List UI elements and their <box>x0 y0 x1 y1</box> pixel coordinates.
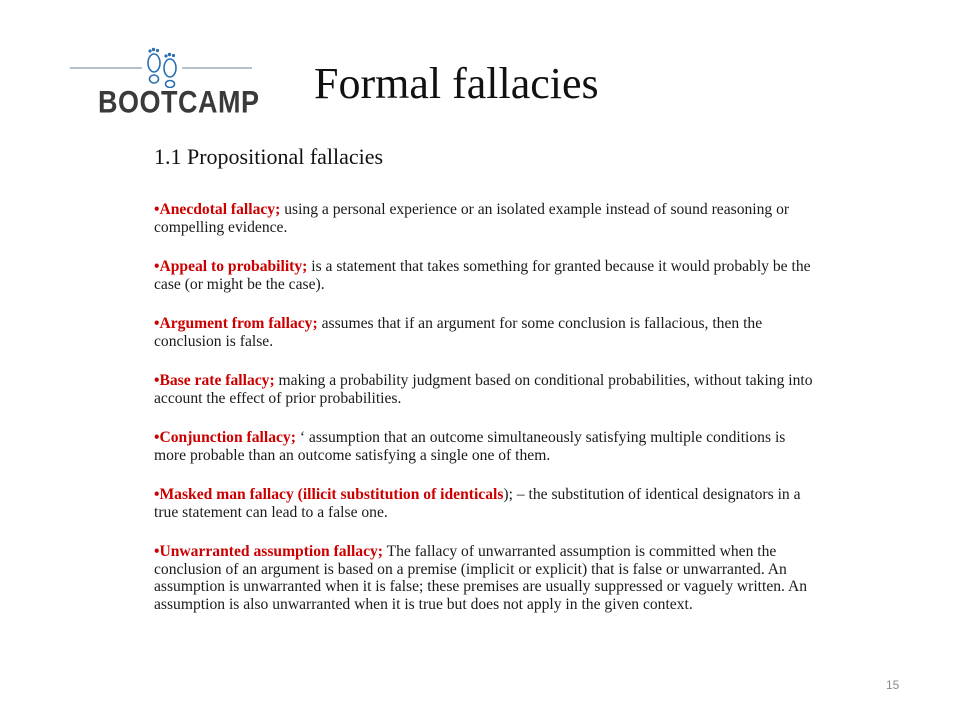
bullet: • <box>154 258 160 275</box>
fallacy-term: Base rate fallacy; <box>159 372 275 389</box>
fallacy-term: Appeal to probability; <box>159 258 308 275</box>
fallacy-item-argument-from-fallacy <box>154 315 814 350</box>
fallacy-description: using a personal experience or an isolated example instead of sound reasoning or compelling evidence. <box>154 201 790 236</box>
fallacy-item-unwarranted-assumption <box>154 543 814 613</box>
fallacy-term: Anecdotal fallacy; <box>159 201 281 218</box>
fallacy-description: is a statement that takes something for granted because it would probably be the case (or might be the case). <box>154 258 811 293</box>
bullet: • <box>154 486 160 503</box>
fallacy-description: making a probability judgment based on conditional probabilities, without taking into account the effect of prior probabilities. <box>154 372 813 407</box>
bullet: • <box>154 372 160 389</box>
fallacy-item-base-rate <box>154 372 814 407</box>
bootcamp-logo <box>70 46 260 122</box>
page-number: 15 <box>886 678 900 692</box>
fallacy-list <box>154 201 814 635</box>
slide-subtitle: 1.1 Propositional fallacies <box>154 144 384 169</box>
fallacy-term: Unwarranted assumption fallacy; <box>159 543 383 560</box>
fallacy-term: Conjunction fallacy; <box>159 429 296 446</box>
bullet: • <box>154 201 160 218</box>
fallacy-term: Argument from fallacy; <box>159 315 318 332</box>
fallacy-description: ‘ assumption that an outcome simultaneously satisfying multiple conditions is more probable than an outcome satisfying a single one of them. <box>154 429 786 464</box>
bullet: • <box>154 315 160 332</box>
fallacy-item-masked-man <box>154 486 814 521</box>
fallacy-description: ); – the substitution of identical designators in a true statement can lead to a false one. <box>154 486 801 521</box>
footprints-icon <box>142 46 182 88</box>
fallacy-description: The fallacy of unwarranted assumption is committed when the conclusion of an argument is based on a premise (implicit or explicit) that is false or unwarranted. An assumption is unwarranted when it is false; these premises are usually suppressed or vaguely written. An assumption is also unwarranted when it is true but does not apply in the given context. <box>154 543 808 613</box>
fallacy-term: Masked man fallacy (illicit substitution of identicals <box>159 486 504 503</box>
fallacy-item-conjunction <box>154 429 814 464</box>
bullet: • <box>154 543 160 560</box>
bullet: • <box>154 429 160 446</box>
fallacy-description: assumes that if an argument for some conclusion is fallacious, then the conclusion is false. <box>154 315 763 350</box>
logo-wordmark: BOOTCAMP <box>98 85 260 120</box>
slide-title: Formal fallacies <box>314 59 599 108</box>
fallacy-item-anecdotal <box>154 201 814 236</box>
fallacy-item-appeal-to-probability <box>154 258 814 293</box>
